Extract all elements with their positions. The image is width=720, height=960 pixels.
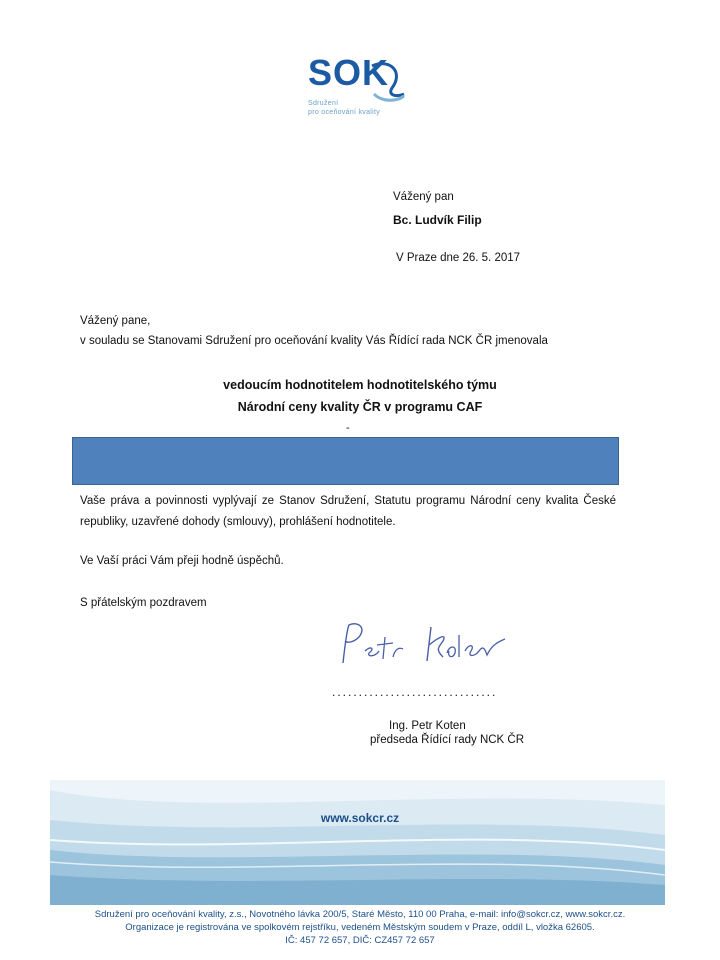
handwritten-signature	[335, 615, 525, 675]
footer-wave-banner	[50, 780, 665, 905]
wish-text: Ve Vaší práci Vám přeji hodně úspěchů.	[80, 555, 284, 567]
logo-line1: Sdružení	[308, 100, 339, 107]
sok-logo	[300, 52, 410, 122]
logo-text: SOK	[308, 52, 390, 93]
heading-role: vedoucím hodnotitelem hodnotitelského týmu	[223, 378, 497, 392]
closing-text: S přátelským pozdravem	[80, 597, 207, 609]
footer-line-3: IČ: 457 72 657, DIČ: CZ457 72 657	[285, 935, 435, 946]
website-link[interactable]: www.sokcr.cz	[320, 811, 400, 825]
heading-program: Národní ceny kvality ČR v programu CAF	[237, 400, 483, 414]
letter-date: V Praze dne 26. 5. 2017	[396, 252, 521, 264]
redaction-box	[72, 437, 619, 485]
intro-text: v souladu se Stanovami Sdružení pro oceňování kvality Vás Řídící rada NCK ČR jmenovala	[80, 335, 548, 347]
signatory-role: předseda Řídící rady NCK ČR	[370, 734, 525, 746]
signatory-name: Ing. Petr Koten	[389, 720, 466, 732]
footer-line-2: Organizace je registrována ve spolkovém rejstříku, vedeném Městským soudem v Praze, oddíl L, vložka 62605.	[125, 922, 595, 933]
logo-swoosh-icon	[370, 58, 406, 104]
rights-paragraph: Vaše práva a povinnosti vyplývají ze Stanov Sdružení, Statutu programu Národní ceny kvalita České republiky, uzavřené dohody (smlouvy), prohlášení hodnotitele.	[80, 495, 616, 528]
greeting: Vážený pane,	[80, 315, 151, 327]
recipient-name: Bc. Ludvík Filip	[393, 213, 482, 227]
dash: -	[346, 422, 350, 434]
signature-line: ...............................	[332, 685, 498, 699]
footer-line-1: Sdružení pro oceňování kvality, z.s., Novotného lávka 200/5, Staré Město, 110 00 Praha, e-mail: info@sokcr.cz, www.sokcr.cz.	[94, 909, 626, 920]
logo-line2: pro oceňování kvality	[308, 109, 381, 116]
recipient-salutation: Vážený pan	[393, 191, 454, 203]
